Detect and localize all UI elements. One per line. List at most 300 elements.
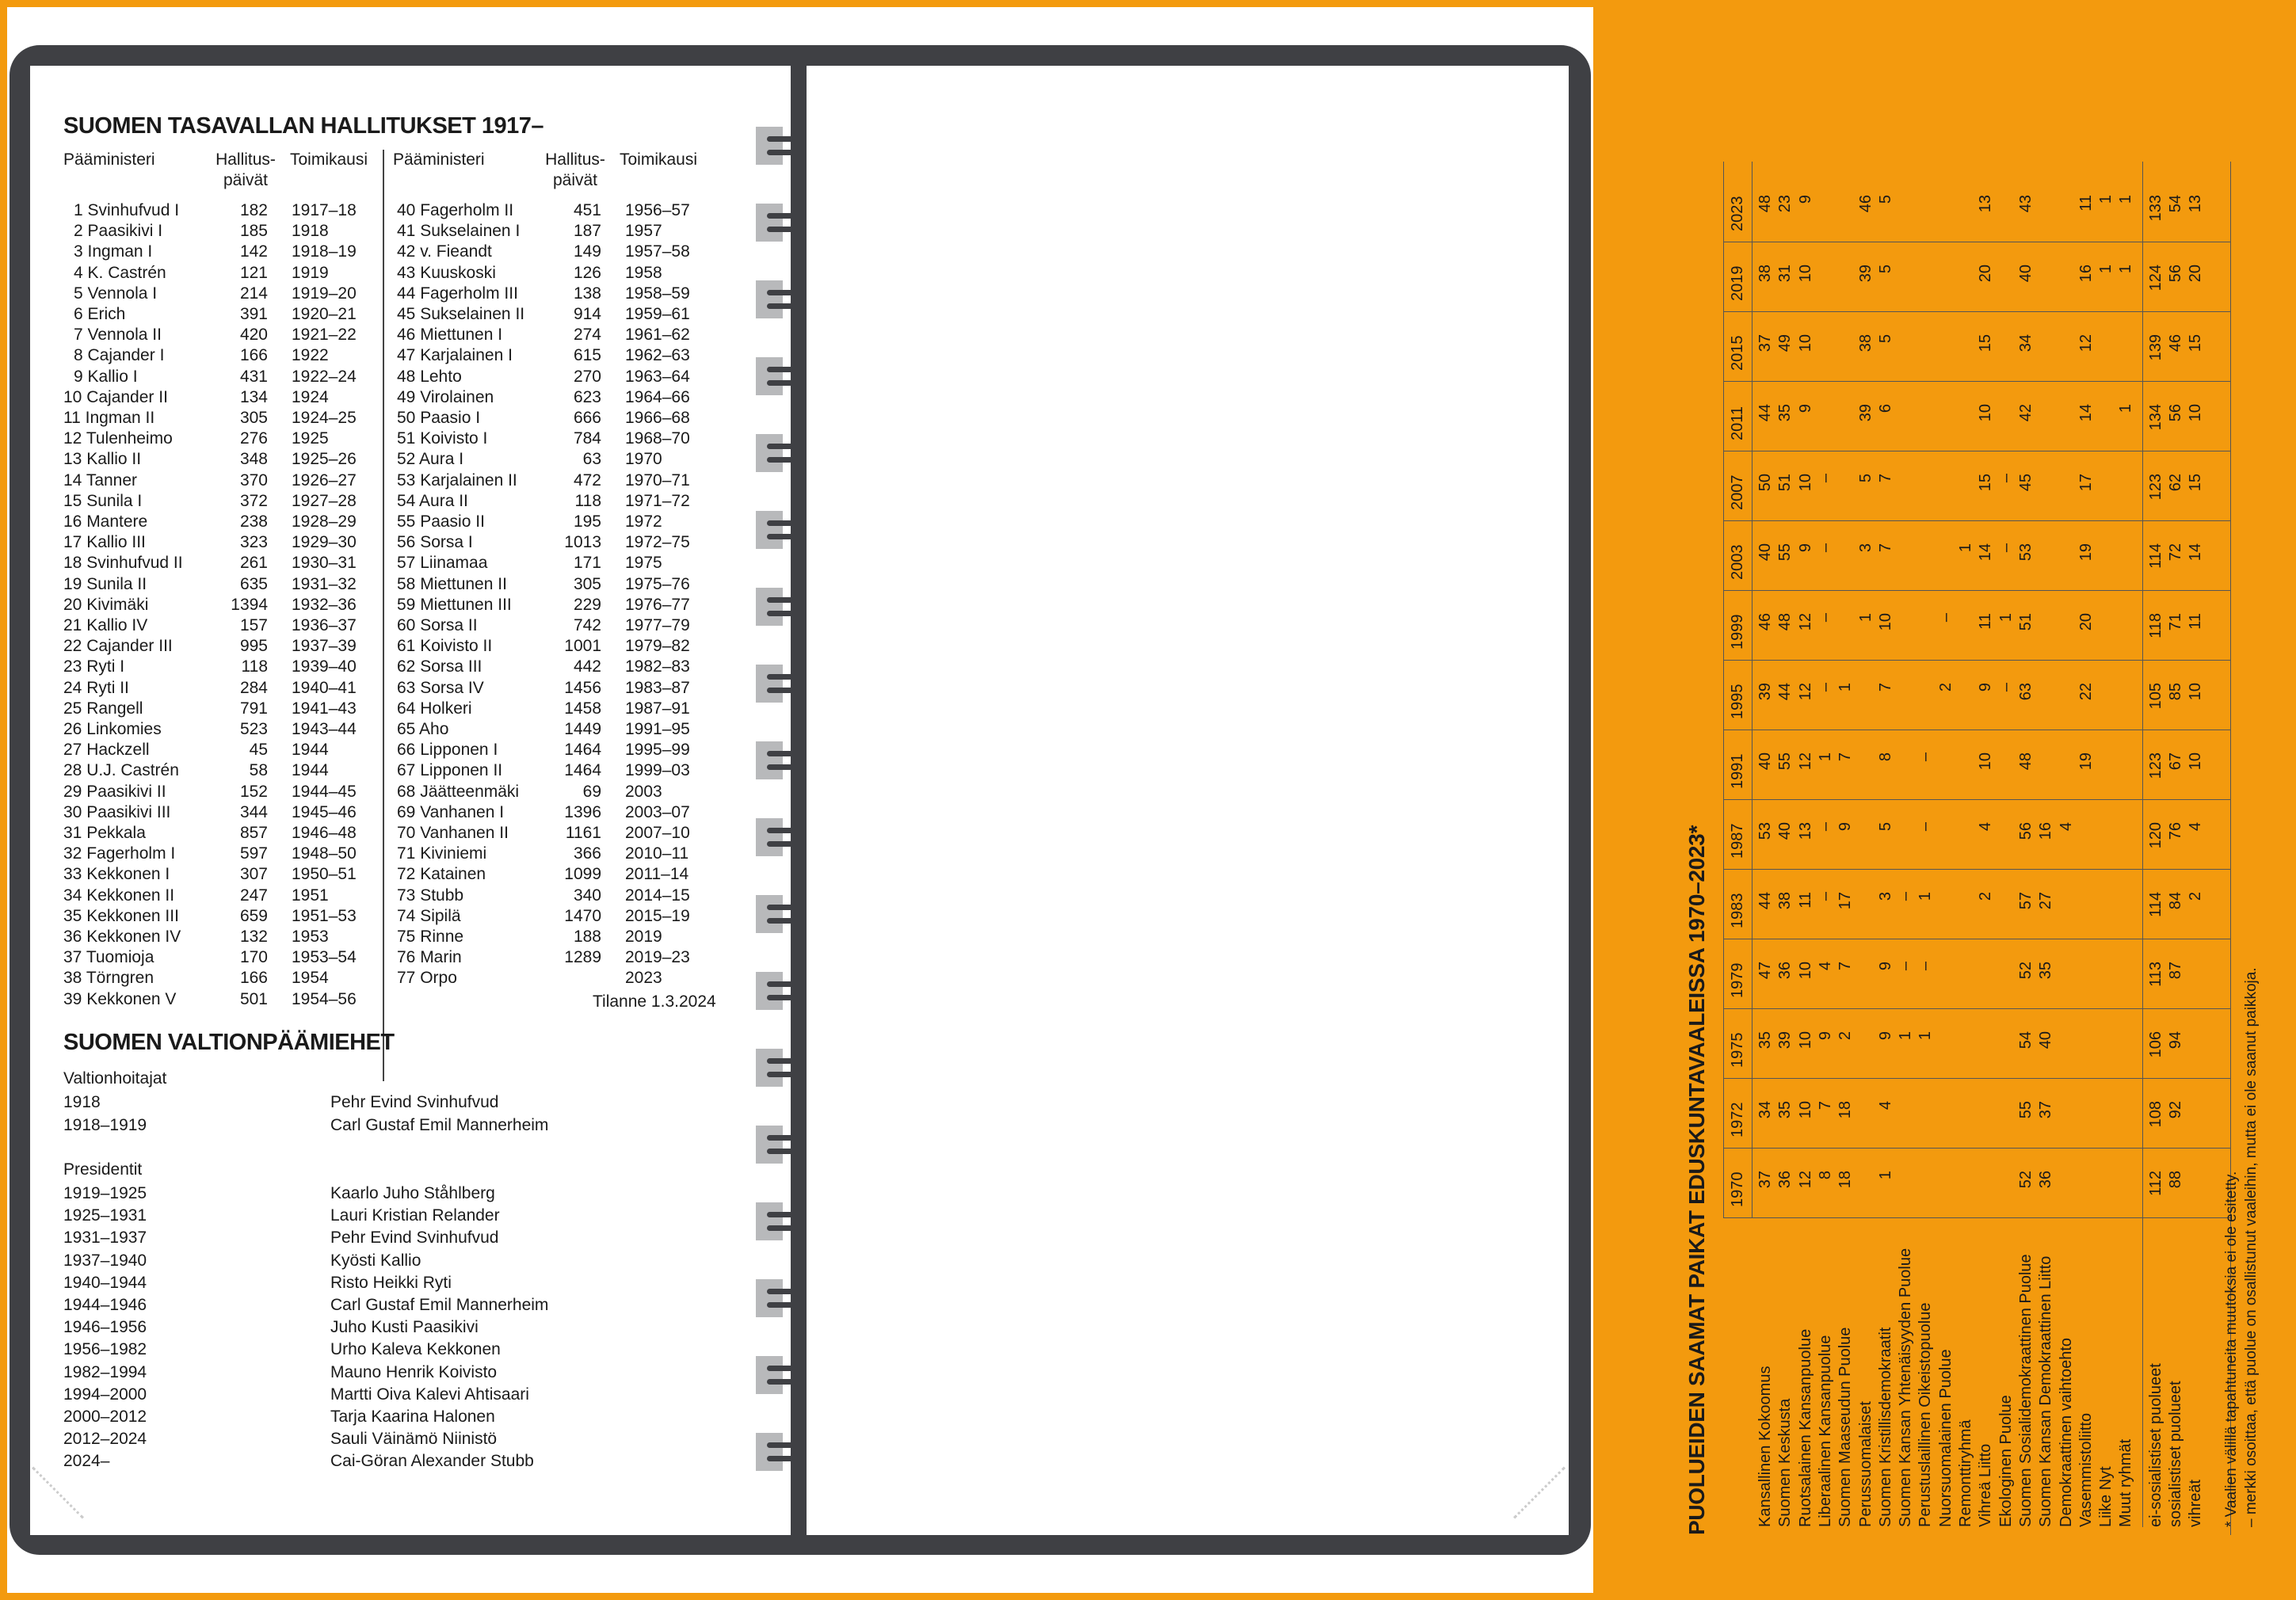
seat-count: 2 <box>1977 892 1995 901</box>
government-term: 1964–66 <box>625 387 690 406</box>
ring-hole <box>756 588 783 626</box>
summary-count: 20 <box>2187 265 2205 283</box>
government-term: 1932–36 <box>292 595 357 614</box>
government-name: 11 Ingman II <box>63 409 155 427</box>
government-name: 41 Sukselainen I <box>397 222 521 241</box>
government-term: 1920–21 <box>292 305 357 323</box>
seat-count: 57 <box>2016 892 2035 910</box>
government-row <box>63 906 380 927</box>
seat-count: 51 <box>2016 613 2035 631</box>
party-name: Suomen Sosialidemokraattinen Puolue <box>2016 1254 2035 1527</box>
column-divider <box>383 150 384 1081</box>
government-term: 2010–11 <box>625 844 689 863</box>
seat-count: 4 <box>2057 822 2075 832</box>
seat-count: 14 <box>1977 543 1995 562</box>
government-row <box>397 512 714 532</box>
regent-name: Pehr Evind Svinhufvud <box>330 1093 499 1111</box>
government-days: 635 <box>239 574 268 593</box>
seat-count: 11 <box>1977 613 1995 630</box>
government-days: 214 <box>239 284 268 303</box>
government-days: 1161 <box>565 824 601 842</box>
seat-count: – <box>1816 613 1834 623</box>
government-name: 48 Lehto <box>397 367 462 386</box>
government-name: 13 Kallio II <box>63 450 142 469</box>
seat-count: 12 <box>1796 683 1814 701</box>
seat-count: 54 <box>2016 1031 2035 1050</box>
seat-count: 52 <box>2016 962 2035 980</box>
government-row <box>397 242 714 262</box>
year-header: 1991 <box>1729 753 1746 789</box>
ring-hole <box>756 895 783 933</box>
summary-count: 71 <box>2167 613 2184 631</box>
summary-count: 15 <box>2187 474 2205 492</box>
government-row <box>397 449 714 470</box>
government-name: 2 Paasikivi I <box>74 222 163 241</box>
summary-count: 85 <box>2167 683 2184 701</box>
government-name: 39 Kekkonen V <box>63 989 177 1008</box>
seat-count: – <box>1997 474 2015 483</box>
government-days: 132 <box>239 928 268 946</box>
header-days-2: Hallitus-päivät <box>545 150 605 189</box>
seat-count: 51 <box>1776 474 1794 492</box>
party-name: Vasemmistoliitto <box>2077 1412 2095 1527</box>
government-days: 157 <box>239 616 268 634</box>
government-name: 72 Katainen <box>397 865 486 884</box>
government-row <box>397 678 714 699</box>
summary-count: 133 <box>2146 195 2164 222</box>
seat-count: 12 <box>1796 613 1814 631</box>
government-days: 149 <box>573 242 601 261</box>
party-name: Perustuslaillinen Oikeistopuolue <box>1917 1302 1935 1527</box>
seat-count: – <box>1936 613 1955 623</box>
seat-count: 1 <box>2117 195 2135 204</box>
government-term: 1927–28 <box>292 491 357 510</box>
government-term: 1979–82 <box>625 637 690 656</box>
government-name: 17 Kallio III <box>63 533 146 552</box>
year-header: 1972 <box>1729 1102 1746 1137</box>
government-term: 1917–18 <box>292 201 357 219</box>
governments-title: SUOMEN TASAVALLAN HALLITUKSET 1917– <box>63 113 544 139</box>
government-row <box>63 678 380 699</box>
seat-count: 19 <box>2077 543 2095 562</box>
government-days: 171 <box>573 554 601 573</box>
seat-count: – <box>1997 543 2015 553</box>
government-days: 247 <box>239 886 268 905</box>
seat-count: 40 <box>1756 752 1774 771</box>
seat-count: 17 <box>1836 892 1855 910</box>
government-row <box>63 657 380 677</box>
government-term: 1953 <box>292 928 329 946</box>
ring-hole <box>756 204 783 242</box>
government-days: 1458 <box>564 699 601 718</box>
government-row <box>397 574 714 595</box>
government-name: 19 Sunila II <box>63 574 147 593</box>
seat-count: 3 <box>1856 543 1875 553</box>
seat-count: 53 <box>2016 543 2035 562</box>
government-name: 33 Kekkonen I <box>63 865 170 884</box>
government-name: 67 Lipponen II <box>397 761 503 780</box>
government-name: 21 Kallio IV <box>63 616 148 634</box>
government-days: 270 <box>573 367 601 386</box>
seat-count: 39 <box>1756 683 1774 701</box>
government-name: 53 Karjalainen II <box>397 470 517 490</box>
seat-count: 46 <box>1856 195 1875 213</box>
government-row <box>397 200 714 221</box>
seat-count: 10 <box>1796 1101 1814 1119</box>
party-name: Suomen Kansan Demokraattinen Liitto <box>2037 1255 2055 1527</box>
government-name: 47 Karjalainen I <box>397 346 513 365</box>
government-days: 166 <box>239 346 268 365</box>
summary-count: 118 <box>2146 613 2164 638</box>
ring-hole <box>756 1202 783 1240</box>
government-row <box>63 263 380 284</box>
government-days: 323 <box>239 533 268 552</box>
summary-count: 88 <box>2167 1171 2184 1189</box>
president-name: Martti Oiva Kalevi Ahtisaari <box>330 1385 529 1404</box>
seat-count: 1 <box>2097 265 2115 274</box>
seat-count: 37 <box>1756 1171 1774 1189</box>
government-name: 12 Tulenheimo <box>63 429 173 448</box>
government-row <box>63 408 380 429</box>
government-days: 659 <box>239 906 268 925</box>
seat-count: – <box>1816 683 1834 692</box>
government-term: 1919–20 <box>292 284 357 303</box>
government-days: 1456 <box>564 678 601 697</box>
government-row <box>397 367 714 387</box>
seat-count: 7 <box>1836 962 1855 971</box>
government-row <box>397 782 714 802</box>
government-term: 1931–32 <box>292 574 357 593</box>
government-term: 1972 <box>625 512 662 531</box>
government-row <box>397 968 714 989</box>
seat-count: 37 <box>2037 1101 2055 1119</box>
seat-count: 23 <box>1776 195 1794 213</box>
government-name: 73 Stubb <box>397 886 464 905</box>
seat-count: 20 <box>1977 265 1995 283</box>
government-row <box>397 263 714 284</box>
footnote: – merkki osoittaa, että puolue on osallistunut vaaleihin, mutta ei ole saanut paikkoja. <box>2242 967 2260 1527</box>
government-name: 32 Fagerholm I <box>63 844 176 863</box>
government-name: 26 Linkomies <box>63 720 162 738</box>
seat-count: 43 <box>2016 195 2035 213</box>
government-days: 185 <box>239 222 268 241</box>
government-days: 597 <box>239 844 268 863</box>
summary-label: vihreät <box>2187 1479 2205 1527</box>
government-row <box>63 947 380 968</box>
seat-count: 4 <box>1977 822 1995 832</box>
seat-count: 1 <box>1897 1031 1915 1041</box>
table-top-rule <box>1723 162 1724 1218</box>
seat-count: – <box>1917 962 1935 971</box>
government-days: 1449 <box>564 720 601 738</box>
government-days: 501 <box>239 989 268 1008</box>
government-days: 1394 <box>231 595 268 614</box>
government-row <box>397 615 714 636</box>
government-term: 1944 <box>292 741 329 760</box>
government-name: 24 Ryti II <box>63 678 129 697</box>
summary-count: 46 <box>2167 334 2184 352</box>
party-name: Liberaalinen Kansanpuolue <box>1816 1335 1834 1527</box>
seat-count: 2 <box>1936 683 1955 692</box>
government-name: 68 Jäätteenmäki <box>397 782 520 801</box>
year-header: 1987 <box>1729 823 1746 859</box>
summary-count: 108 <box>2146 1101 2164 1128</box>
ring-hole <box>756 665 783 703</box>
government-term: 1995–99 <box>625 741 690 760</box>
government-term: 2015–19 <box>625 906 690 925</box>
seat-count: 53 <box>1756 822 1774 840</box>
government-name: 36 Kekkonen IV <box>63 928 181 946</box>
government-term: 1963–64 <box>625 367 690 386</box>
seats-table-rotated <box>1678 86 2296 1535</box>
seat-count: 1 <box>2097 195 2115 204</box>
seat-count: 34 <box>1756 1101 1774 1119</box>
seat-count: 38 <box>1776 892 1794 910</box>
seat-count: 36 <box>2037 1171 2055 1189</box>
ring-hole <box>756 1126 783 1164</box>
seat-count: – <box>1897 962 1915 971</box>
seat-count: 4 <box>1816 962 1834 971</box>
president-years: 1925–1931 <box>63 1206 147 1225</box>
government-row <box>63 823 380 844</box>
seat-count: 15 <box>1977 474 1995 492</box>
government-name: 75 Rinne <box>397 928 464 946</box>
seat-count: 9 <box>1876 1031 1894 1041</box>
summary-count: 139 <box>2146 334 2164 361</box>
government-name: 10 Cajander II <box>63 387 168 406</box>
government-term: 1929–30 <box>292 533 357 552</box>
government-row <box>63 886 380 906</box>
government-name: 52 Aura I <box>397 450 464 469</box>
government-row <box>397 553 714 573</box>
government-term: 1987–91 <box>625 699 690 718</box>
seat-count: 37 <box>1756 334 1774 352</box>
government-row <box>397 719 714 740</box>
government-days: 305 <box>573 574 601 593</box>
corner-perforation-left <box>32 1467 84 1519</box>
government-name: 62 Sorsa III <box>397 657 482 676</box>
president-years: 1994–2000 <box>63 1385 147 1404</box>
summary-count: 13 <box>2187 195 2205 213</box>
government-name: 64 Holkeri <box>397 699 472 718</box>
year-header: 1999 <box>1729 614 1746 650</box>
government-row <box>397 221 714 242</box>
summary-count: 4 <box>2187 822 2205 832</box>
party-name: Suomen Maaseudun Puolue <box>1836 1327 1855 1527</box>
government-name: 69 Vanhanen I <box>397 802 505 821</box>
seat-count: 39 <box>1856 265 1875 283</box>
seat-count: 55 <box>2016 1101 2035 1119</box>
summary-count: 76 <box>2167 822 2184 840</box>
ring-hole <box>756 127 783 165</box>
government-row <box>63 636 380 657</box>
president-years: 1944–1946 <box>63 1296 147 1314</box>
summary-count: 67 <box>2167 752 2184 771</box>
government-term: 1956–57 <box>625 201 690 219</box>
government-days: 623 <box>573 387 601 406</box>
government-row <box>63 304 380 325</box>
seat-count: 10 <box>1796 1031 1814 1050</box>
government-name: 9 Kallio I <box>74 367 138 386</box>
government-row <box>397 595 714 615</box>
seat-count: 7 <box>1816 1101 1834 1110</box>
government-row <box>63 470 380 491</box>
seat-count: 44 <box>1756 404 1774 422</box>
seat-count: 9 <box>1836 822 1855 832</box>
seat-count: 10 <box>1796 962 1814 980</box>
government-days: 348 <box>239 450 268 469</box>
seat-count: 45 <box>2016 474 2035 492</box>
government-name: 14 Tanner <box>63 470 138 490</box>
government-days: 666 <box>573 409 601 427</box>
government-term: 1961–62 <box>625 326 690 345</box>
president-name: Lauri Kristian Relander <box>330 1206 500 1225</box>
government-row <box>63 782 380 802</box>
government-row <box>397 927 714 947</box>
government-term: 1928–29 <box>292 512 357 531</box>
government-term: 1924–25 <box>292 409 357 427</box>
seat-count: 50 <box>1756 474 1774 492</box>
government-term: 1971–72 <box>625 491 690 510</box>
seat-count: 3 <box>1876 892 1894 901</box>
government-name: 66 Lipponen I <box>397 741 498 760</box>
seat-count: 36 <box>1776 962 1794 980</box>
government-days: 372 <box>239 491 268 510</box>
government-days: 229 <box>573 595 601 614</box>
government-term: 1940–41 <box>292 678 357 697</box>
party-name: Nuorsuomalainen Puolue <box>1936 1349 1955 1527</box>
seat-count: 9 <box>1816 1031 1834 1041</box>
government-row <box>397 325 714 345</box>
seat-count: 12 <box>2077 334 2095 352</box>
government-term: 1921–22 <box>292 326 357 345</box>
government-term: 1925–26 <box>292 450 357 469</box>
government-term: 2023 <box>625 969 662 988</box>
summary-count: 11 <box>2187 613 2205 630</box>
ring-hole <box>756 511 783 549</box>
president-years: 2012–2024 <box>63 1430 147 1449</box>
seat-count: 20 <box>2077 613 2095 631</box>
seat-count: 36 <box>1776 1171 1794 1189</box>
government-name: 16 Mantere <box>63 512 148 531</box>
government-days: 1013 <box>564 533 601 552</box>
government-name: 34 Kekkonen II <box>63 886 175 905</box>
party-name: Ruotsalainen Kansanpuolue <box>1796 1328 1814 1527</box>
government-days: 340 <box>573 886 601 905</box>
footnote: * Vaalien välillä tapahtuneita muutoksia ei ole esitetty. <box>2222 1171 2240 1527</box>
government-name: 3 Ingman I <box>74 242 153 261</box>
government-term: 1954 <box>292 969 329 988</box>
government-term: 1991–95 <box>625 720 690 738</box>
summary-count: 2 <box>2187 892 2205 901</box>
government-days: 370 <box>239 470 268 490</box>
government-name: 6 Erich <box>74 305 126 323</box>
government-name: 46 Miettunen I <box>397 326 503 345</box>
seat-count: 9 <box>1977 683 1995 692</box>
seat-count: 18 <box>1836 1101 1855 1119</box>
government-row <box>63 740 380 760</box>
government-name: 22 Cajander III <box>63 637 173 656</box>
government-term: 1975–76 <box>625 574 690 593</box>
summary-count: 10 <box>2187 752 2205 771</box>
summary-count: 84 <box>2167 892 2184 910</box>
government-name: 4 K. Castrén <box>74 263 166 282</box>
government-name: 42 v. Fieandt <box>397 242 492 261</box>
government-name: 1 Svinhufvud I <box>74 201 180 219</box>
ring-hole <box>756 1049 783 1087</box>
seat-count: 47 <box>1756 962 1774 980</box>
summary-label: ei-sosialistiset puolueet <box>2146 1363 2164 1527</box>
party-name: Muut ryhmät <box>2117 1438 2135 1527</box>
year-header: 2023 <box>1729 196 1746 231</box>
year-header: 2003 <box>1729 544 1746 580</box>
regent-years: 1918–1919 <box>63 1116 147 1134</box>
government-row <box>63 595 380 615</box>
government-term: 1970 <box>625 450 662 469</box>
government-name: 38 Törngren <box>63 969 154 988</box>
government-row <box>63 449 380 470</box>
president-name: Kaarlo Juho Ståhlberg <box>330 1184 495 1202</box>
government-term: 1951–53 <box>292 906 357 925</box>
government-name: 55 Paasio II <box>397 512 485 531</box>
government-term: 1999–03 <box>625 761 690 780</box>
government-days: 442 <box>573 657 601 676</box>
president-name: Cai-Göran Alexander Stubb <box>330 1452 534 1471</box>
seat-count: 15 <box>1977 334 1995 352</box>
president-years: 1931–1937 <box>63 1229 147 1248</box>
ring-hole <box>756 1356 783 1394</box>
government-name: 35 Kekkonen III <box>63 906 179 925</box>
government-days: 366 <box>573 844 601 863</box>
seat-count: – <box>1897 892 1915 901</box>
seat-count: 10 <box>1876 613 1894 631</box>
government-row <box>397 823 714 844</box>
government-term: 1968–70 <box>625 429 690 448</box>
government-row <box>397 740 714 760</box>
government-name: 29 Paasikivi II <box>63 782 166 801</box>
year-header: 2007 <box>1729 474 1746 510</box>
seat-count: 5 <box>1876 822 1894 832</box>
government-row <box>397 802 714 823</box>
government-days: 472 <box>573 470 601 490</box>
government-days: 305 <box>239 409 268 427</box>
government-days: 166 <box>239 969 268 988</box>
government-term: 1919 <box>292 263 329 282</box>
government-name: 15 Sunila I <box>63 491 143 510</box>
seat-count: 39 <box>1856 404 1875 422</box>
government-term: 2014–15 <box>625 886 690 905</box>
government-days: 914 <box>573 305 601 323</box>
government-term: 1976–77 <box>625 595 690 614</box>
government-name: 25 Rangell <box>63 699 143 718</box>
seat-count: 16 <box>2077 265 2095 283</box>
government-days: 45 <box>249 741 268 760</box>
government-term: 1970–71 <box>625 470 690 490</box>
government-name: 8 Cajander I <box>74 346 165 365</box>
government-name: 54 Aura II <box>397 491 468 510</box>
government-name: 30 Paasikivi III <box>63 802 171 821</box>
year-header: 1995 <box>1729 684 1746 719</box>
summary-count: 92 <box>2167 1101 2184 1119</box>
government-term: 1943–44 <box>292 720 357 738</box>
government-term: 1944 <box>292 761 329 780</box>
government-name: 5 Vennola I <box>74 284 158 303</box>
seat-count: 52 <box>2016 1171 2035 1189</box>
government-row <box>63 927 380 947</box>
government-row <box>397 760 714 781</box>
government-days: 126 <box>573 263 601 282</box>
seat-count: 63 <box>2016 683 2035 701</box>
